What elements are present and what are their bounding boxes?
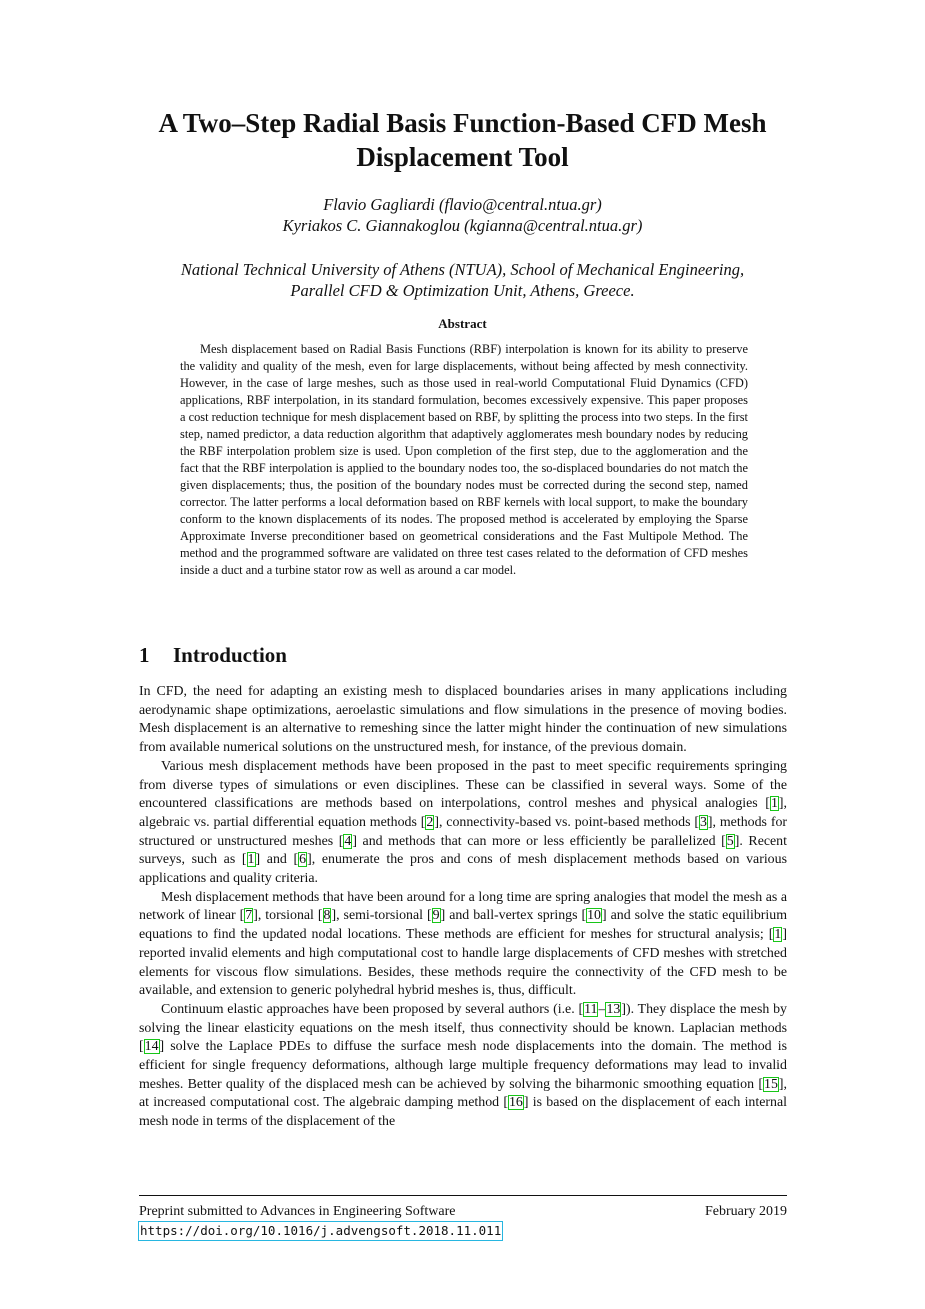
citation-link[interactable]: 2: [426, 814, 434, 830]
doi-link[interactable]: https://doi.org/10.1016/j.advengsoft.2018.11.011: [140, 1223, 502, 1238]
citation-link[interactable]: 1: [774, 927, 782, 943]
paragraph: Continuum elastic approaches have been proposed by several authors (i.e. [11–13]). They displace the mesh by solving the linear elasticity equations on the mesh itself, thus connectivity should be known. Laplacian methods [14] solve the Laplace PDEs to diffuse the surface mesh node displacements into the domain. The method is efficient for single frequency deformations, although large multiple frequency deformations may lead to invalid meshes. Better quality of the displaced mesh can be achieved by solving the biharmonic smoothing equation [15], at increased computational cost. The algebraic damping method [16] is based on the displacement of each internal mesh node in terms of the displacement of the: [139, 1001, 787, 1130]
section-title: Introduction: [173, 643, 287, 667]
citation-link[interactable]: 1: [247, 852, 255, 868]
citation-link[interactable]: 16: [508, 1095, 523, 1111]
affiliation-line: Parallel CFD & Optimization Unit, Athens, Greece.: [290, 281, 635, 300]
author-line: Kyriakos C. Giannakoglou (kgianna@central.ntua.gr): [282, 216, 643, 235]
citation-link[interactable]: 6: [299, 852, 307, 868]
abstract-heading: Abstract: [438, 316, 487, 331]
section-heading: [139, 642, 287, 668]
citation-link[interactable]: 9: [432, 908, 440, 924]
citation-link[interactable]: 3: [699, 814, 707, 830]
body-text: [139, 683, 787, 1132]
paragraph: Various mesh displacement methods have been proposed in the past to meet specific requirements springing from diverse types of simulations or even disciplines. These can be classified in several ways. Some of the encountered classifications are methods based on interpolations, control meshes and physical analogies [1], algebraic vs. partial differential equation methods [2], connectivity-based vs. point-based methods [3], methods for structured or unstructured meshes [4] and methods that can more or less efficiently be parallelized [5]. Recent surveys, such as [1] and [6], enumerate the pros and cons of mesh displacement methods based on various applications and quality criteria.: [139, 758, 788, 887]
paper-title: A Two–Step Radial Basis Function-Based CFD Mesh Displacement Tool: [158, 108, 767, 172]
citation-link[interactable]: 15: [764, 1076, 778, 1092]
section-number: 1: [139, 643, 150, 667]
affiliation-line: National Technical University of Athens (NTUA), School of Mechanical Engineering,: [180, 260, 745, 279]
footer-rule: [139, 1195, 787, 1196]
citation-link[interactable]: 13: [606, 1001, 621, 1017]
paragraph: In CFD, the need for adapting an existing mesh to displaced boundaries arises in many applications including aerodynamic shape optimizations, aeroelastic simulations and flow simulations in the presence of moving bodies. Mesh displacement is an alternative to remeshing since the latter might hinder the continuation of new simulations from available numerical solutions on the unstructured mesh, for instance, of the previous domain.: [139, 684, 787, 756]
abstract-text: Mesh displacement based on Radial Basis Functions (RBF) interpolation is known for its ability to preserve the validity and quality of the mesh, even for large displacements, without being affected by mesh connectivity. However, in the case of large meshes, such as those used in real-world Computational Fluid Dynamics (CFD) applications, RBF interpolation, in its standard formulation, becomes excessively expensive. This paper proposes a cost reduction technique for mesh displacement based on RBF, by splitting the process into two steps. In the first step, named predictor, a data reduction algorithm that adaptively agglomerates mesh boundary nodes by reducing the RBF interpolation problem size is used. Upon completion of the first step, due to the agglomeration and the fact that the RBF interpolation is applied to the boundary nodes too, the so-displaced boundaries do not match the given displacements; thus, the position of the boundary nodes must be corrected during the second step, named corrector. The latter performs a local deformation based on RBF kernels with local support, to make the boundary conform to the known displacements of its nodes. The proposed method is accelerated by employing the Sparse Approximate Inverse preconditioner based on geometrical considerations and the Fast Multipole Method. The method and the programmed software are validated on three test cases related to the deformation of CFD meshes inside a duct and a turbine stator row as well as around a car model.: [180, 342, 748, 577]
citation-link[interactable]: 1: [770, 796, 778, 812]
author-line: Flavio Gagliardi (flavio@central.ntua.gr): [323, 195, 602, 214]
author-list: [100, 194, 825, 236]
citation-link[interactable]: 8: [323, 908, 331, 924]
citation-link[interactable]: 14: [144, 1039, 159, 1055]
citation-link[interactable]: 5: [726, 833, 734, 849]
preprint-date: February 2019: [704, 1204, 787, 1219]
preprint-note: Preprint submitted to Advances in Engineering Software: [139, 1204, 456, 1219]
citation-link[interactable]: 7: [245, 908, 253, 924]
citation-link[interactable]: 11: [584, 1001, 598, 1017]
citation-link[interactable]: 4: [344, 833, 352, 849]
affiliation: [100, 259, 825, 301]
citation-link[interactable]: 10: [587, 908, 601, 924]
paragraph: Mesh displacement methods that have been around for a long time are spring analogies that model the mesh as a network of linear [7], torsional [8], semi-torsional [9] and ball-vertex springs [10] and solve the static equilibrium equations to find the updated nodal locations. These methods are efficient for meshes for structural analysis; [1] reported invalid elements and high computational cost to handle large displacements of CFD meshes with stretched elements for viscous flow simulations. Besides, these methods require the connectivity of the CFD mesh to be available, and extension to generic polyhedral hybrid meshes is, thus, difficult.: [139, 889, 787, 999]
